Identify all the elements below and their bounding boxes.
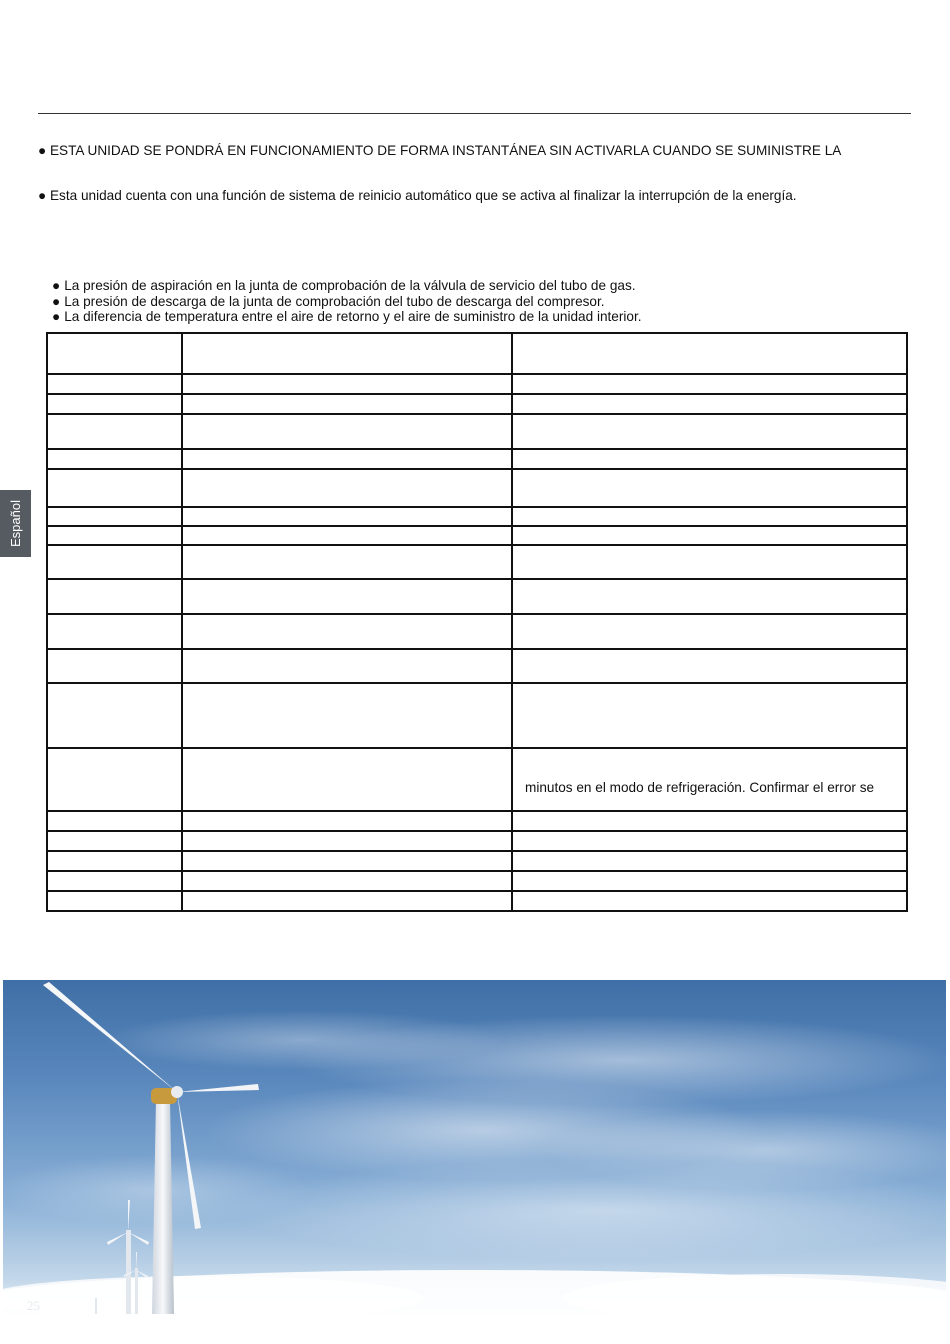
table-cell [182, 374, 512, 394]
table-row [47, 851, 907, 871]
table-cell [182, 683, 512, 748]
table-cell [182, 579, 512, 614]
table-row [47, 333, 907, 374]
table-cell [47, 871, 182, 891]
check-list [52, 278, 642, 325]
table-row [47, 683, 907, 748]
table-cell [512, 579, 907, 614]
table-cell [47, 414, 182, 449]
table-cell [182, 394, 512, 414]
table-cell [47, 831, 182, 851]
language-tab [0, 490, 31, 557]
power-on-warning: ● ESTA UNIDAD SE PONDRÁ EN FUNCIONAMIENTO DE FORMA INSTANTÁNEA SIN ACTIVARLA CUANDO SE SUMINISTRE LA [38, 143, 842, 158]
table-cell [182, 851, 512, 871]
table-row [47, 449, 907, 469]
table-cell [512, 831, 907, 851]
table-row [47, 374, 907, 394]
table-row [47, 811, 907, 831]
table-cell [182, 811, 512, 831]
header-rule [38, 113, 911, 114]
table-cell [512, 414, 907, 449]
page-number: 25 [27, 1298, 40, 1313]
table-row [47, 649, 907, 683]
table-cell [512, 545, 907, 579]
table-row [47, 507, 907, 526]
table-cell [512, 449, 907, 469]
table-cell [47, 649, 182, 683]
table-cell [47, 394, 182, 414]
table-cell [47, 851, 182, 871]
table-row [47, 891, 907, 911]
table-cell [182, 545, 512, 579]
table-cell [512, 871, 907, 891]
table-cell [182, 414, 512, 449]
language-tab-label: Español [8, 500, 24, 547]
table-cell [47, 469, 182, 507]
table-cell [182, 333, 512, 374]
table-cell [182, 831, 512, 851]
table-cell [182, 871, 512, 891]
bullet-icon: ● [52, 293, 61, 309]
table-row [47, 414, 907, 449]
auto-restart-note: ● Esta unidad cuenta con una función de sistema de reinicio automático que se activa al finalizar la interrupción de la energía. [38, 188, 797, 203]
table-row [47, 469, 907, 507]
table-cell [47, 614, 182, 649]
table-cell [182, 891, 512, 911]
table-cell [512, 374, 907, 394]
table-cell [47, 333, 182, 374]
table-cell [47, 507, 182, 526]
table-cell [182, 748, 512, 811]
table-cell [47, 811, 182, 831]
table-cell [47, 683, 182, 748]
check-item: ● La diferencia de temperatura entre el aire de retorno y el aire de suministro de la unidad interior. [52, 309, 642, 324]
wind-turbine-photo [3, 980, 946, 1314]
table-cell [512, 333, 907, 374]
table-cell [512, 526, 907, 545]
check-item: ● La presión de descarga de la junta de comprobación del tubo de descarga del compresor. [52, 293, 605, 309]
table-row [47, 394, 907, 414]
table-cell [47, 374, 182, 394]
table-row [47, 614, 907, 649]
bullet-icon: ● [52, 278, 61, 293]
bullet-icon: ● [52, 309, 61, 324]
table-cell [512, 649, 907, 683]
table-cell [47, 748, 182, 811]
table-cell [512, 811, 907, 831]
table-cell [182, 649, 512, 683]
table-cell [182, 526, 512, 545]
table-cell [182, 449, 512, 469]
table-cell [182, 614, 512, 649]
table-row [47, 579, 907, 614]
table-cell [47, 891, 182, 911]
clouds [3, 1010, 946, 1314]
table-cell [512, 683, 907, 748]
check-item: ● La presión de aspiración en la junta de comprobación de la válvula de servicio del tubo de gas. [52, 278, 636, 293]
cell-text-line: minutos en el modo de refrigeración. Confirmar el error se [525, 780, 875, 795]
table-row [47, 748, 907, 811]
table-row [47, 526, 907, 545]
table-row [47, 831, 907, 851]
table-cell [182, 507, 512, 526]
table-cell [512, 851, 907, 871]
table-cell [47, 579, 182, 614]
table-cell [47, 526, 182, 545]
table-cell [512, 748, 907, 811]
table-cell [512, 891, 907, 911]
table-cell [512, 614, 907, 649]
table-row [47, 871, 907, 891]
wind-turbine-illustration [3, 980, 946, 1314]
table-cell [182, 469, 512, 507]
table-cell [47, 545, 182, 579]
table-row [47, 545, 907, 579]
troubleshooting-table [46, 332, 908, 912]
table-cell [47, 449, 182, 469]
table-cell [512, 394, 907, 414]
table-cell [512, 469, 907, 507]
table-cell [512, 507, 907, 526]
